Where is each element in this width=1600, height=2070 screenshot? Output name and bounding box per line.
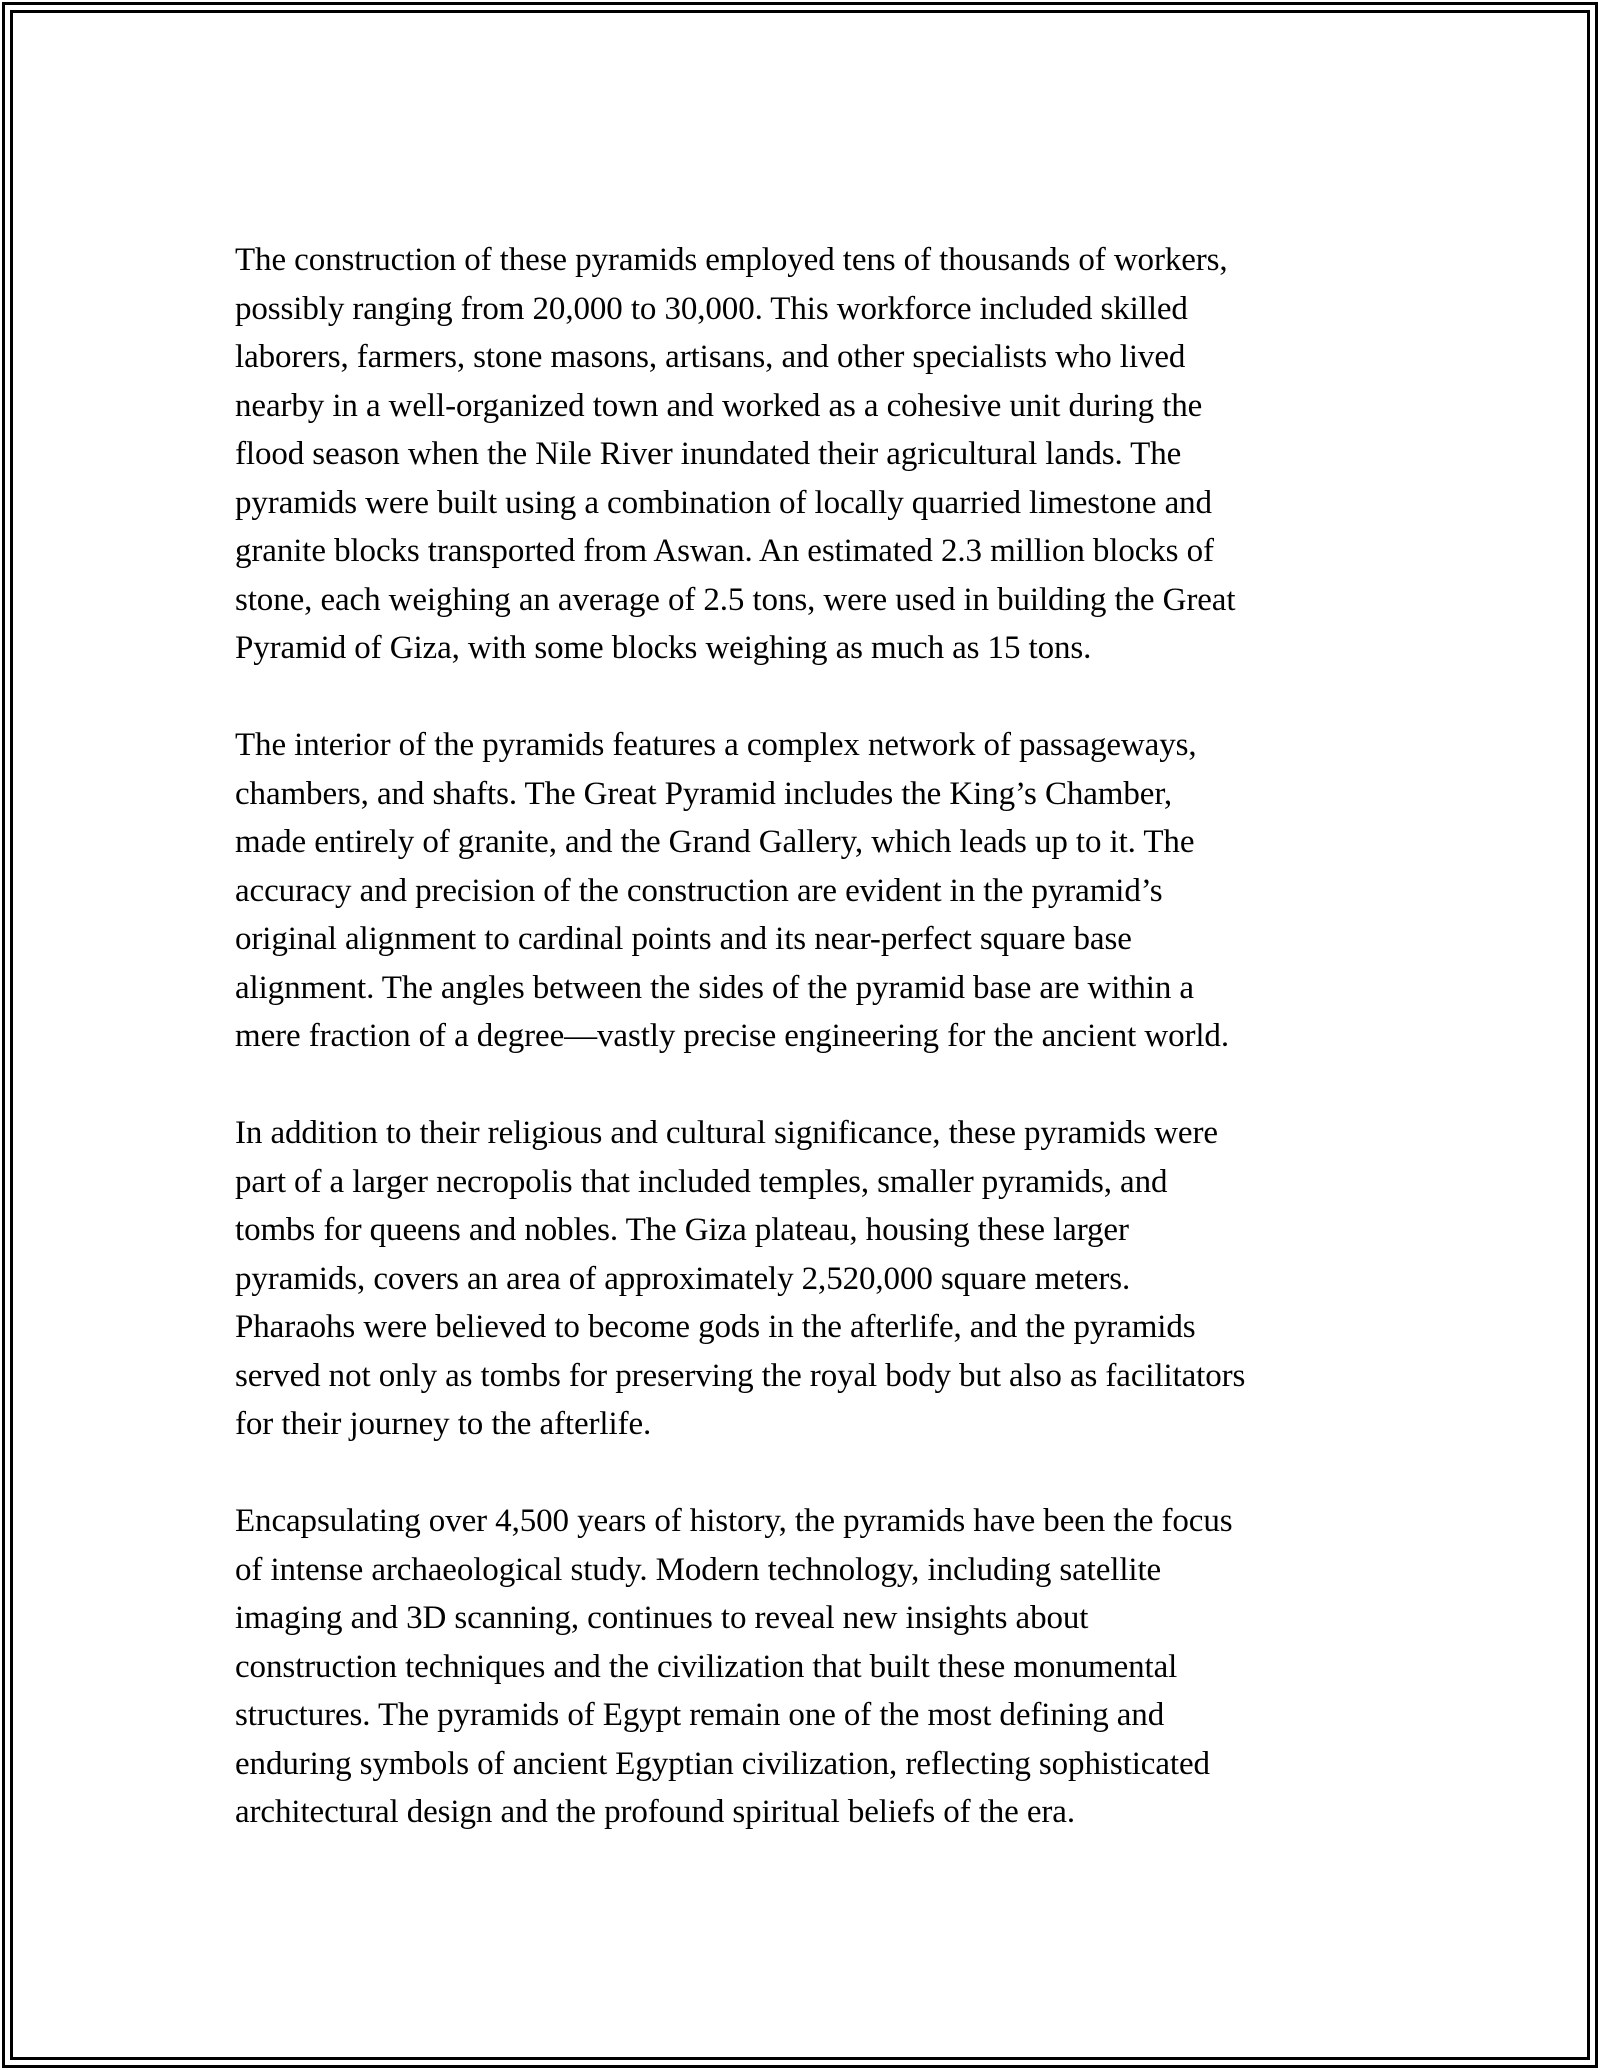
text-line: flood season when the Nile River inundated their agricultural lands. The: [235, 436, 1182, 472]
text-line: Pharaohs were believed to become gods in the afterlife, and the pyramids: [235, 1309, 1196, 1345]
text-line: The construction of these pyramids employed tens of thousands of workers,: [235, 242, 1228, 278]
paragraph-construction: [235, 236, 1375, 673]
text-line: nearby in a well-organized town and worked as a cohesive unit during the: [235, 387, 1203, 424]
text-line: imaging and 3D scanning, continues to reveal new insights about: [235, 1600, 1089, 1636]
text-line: construction techniques and the civilization that built these monumental: [235, 1648, 1178, 1685]
text-line: accuracy and precision of the construction are evident in the pyramid’s: [235, 872, 1163, 909]
text-line: enduring symbols of ancient Egyptian civilization, reflecting sophisticated: [235, 1745, 1210, 1782]
text-line: of intense archaeological study. Modern technology, including satellite: [235, 1551, 1162, 1588]
text-line: Pyramid of Giza, with some blocks weighing as much as 15 tons.: [235, 630, 1092, 666]
text-line: served not only as tombs for preserving the royal body but also as facilitators: [235, 1357, 1246, 1394]
paragraph-interior: [235, 721, 1375, 1061]
text-line: In addition to their religious and cultural significance, these pyramids were: [235, 1115, 1218, 1151]
text-line: part of a larger necropolis that included temples, smaller pyramids, and: [235, 1163, 1168, 1200]
text-line: for their journey to the afterlife.: [235, 1406, 652, 1442]
text-line: stone, each weighing an average of 2.5 tons, were used in building the Great: [235, 581, 1236, 618]
text-line: original alignment to cardinal points and its near-perfect square base: [235, 921, 1132, 957]
text-line: mere fraction of a degree—vastly precise engineering for the ancient world.: [235, 1018, 1229, 1054]
text-line: tombs for queens and nobles. The Giza plateau, housing these larger: [235, 1212, 1129, 1248]
text-line: chambers, and shafts. The Great Pyramid includes the King’s Chamber,: [235, 775, 1173, 812]
text-line: possibly ranging from 20,000 to 30,000. This workforce included skilled: [235, 290, 1188, 327]
paragraph-significance: [235, 1109, 1375, 1449]
text-line: laborers, farmers, stone masons, artisans, and other specialists who lived: [235, 339, 1186, 375]
text-line: The interior of the pyramids features a complex network of passageways,: [235, 727, 1197, 763]
text-line: structures. The pyramids of Egypt remain one of the most defining and: [235, 1697, 1165, 1733]
text-line: alignment. The angles between the sides of the pyramid base are within a: [235, 969, 1194, 1006]
paragraph-history: [235, 1497, 1375, 1837]
text-line: granite blocks transported from Aswan. An estimated 2.3 million blocks of: [235, 533, 1214, 569]
text-line: made entirely of granite, and the Grand Gallery, which leads up to it. The: [235, 824, 1195, 860]
text-line: architectural design and the profound spiritual beliefs of the era.: [235, 1794, 1075, 1830]
text-line: pyramids were built using a combination of locally quarried limestone and: [235, 484, 1212, 521]
text-line: Encapsulating over 4,500 years of history, the pyramids have been the focus: [235, 1503, 1233, 1539]
text-line: pyramids, covers an area of approximately 2,520,000 square meters.: [235, 1260, 1131, 1297]
document-body: [235, 236, 1375, 1885]
